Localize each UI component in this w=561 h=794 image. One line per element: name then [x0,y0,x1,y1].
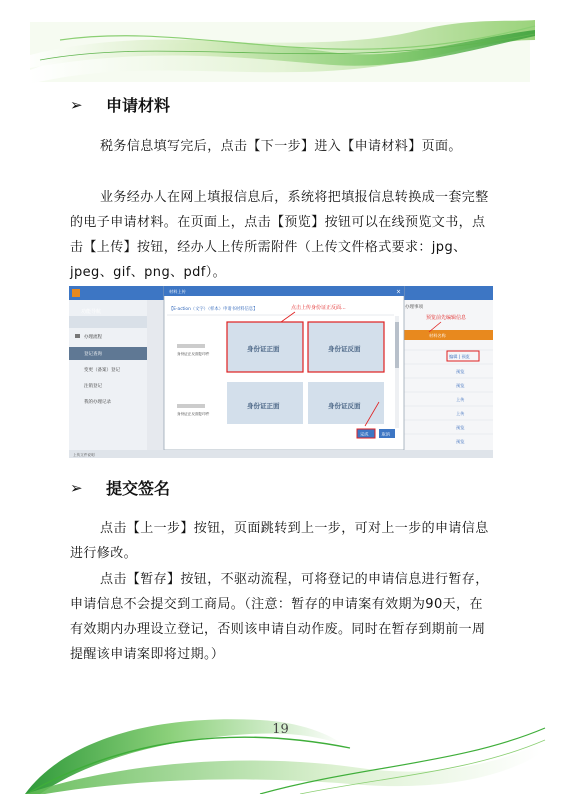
modal-header: 【E-action（文字）（样本）申请书材料信息】 [169,307,258,312]
nav-item: 变更（备案）登记 [84,368,120,373]
svg-text:上传文件说明: 上传文件说明 [73,453,95,457]
annotation-upload: 点击上传身份证正反面... [291,305,346,311]
modal-title: 材料上传 [169,289,186,294]
svg-text:身份证正面: 身份证正面 [247,402,280,410]
upload-front: 身份证正面 [247,345,280,353]
svg-text:编辑 | 预览: 编辑 | 预览 [449,354,470,359]
annotation-preview: 预览前先编辑信息 [426,315,467,321]
svg-text:材料名称: 材料名称 [429,333,446,338]
section-heading-materials [70,93,170,116]
svg-text:预览: 预览 [456,383,465,388]
footer-wave-decoration [0,706,561,794]
arrow-bullet-icon: ➢ [70,95,83,114]
arrow-bullet-icon: ➢ [70,478,83,497]
svg-text:预览: 预览 [456,425,465,430]
svg-text:上传: 上传 [456,411,465,416]
nav-title: 功能导航 [81,309,102,315]
app-logo-icon [72,289,80,297]
svg-text:上传: 上传 [456,397,465,402]
svg-text:身份证反面: 身份证反面 [328,402,361,410]
nav-item: 办理流程 [84,335,102,340]
paragraph: 税务信息填写完后，点击【下一步】进入【申请材料】页面。 [100,139,462,154]
embedded-screenshot-figure [69,286,493,458]
scrollbar-thumb [395,322,399,368]
paragraph: 业务经办人在网上填报信息后，系统将把填报信息转换成一套完整的电子申请材料。在页面上，点击【预览】按钮可以在线预览文书，点击【上传】按钮，经办人上传所需附件（上传文件格式要求：jpg、jpeg、gif、png、pdf）。 [70,190,489,280]
nav-item: 注销登记 [84,384,102,389]
confirm-button: 完成 [360,431,369,437]
person-label: 身份证正反面复印件 [177,352,210,356]
section-title: 申请材料 [106,96,171,115]
upload-back: 身份证反面 [328,345,361,353]
svg-text:预览: 预览 [456,369,465,374]
paragraph: 点击【暂存】按钮，不驱动流程，可将登记的申请信息进行暂存，申请信息不会提交到工商局。（注意：暂存的申请案有效期为90天，在有效期内办理设立登记，否则该申请自动作废。同时在暂存到期前一周提醒该申请案即将过期。） [70,572,489,662]
paragraph: 点击【上一步】按钮，页面跳转到上一步，可对上一步的申请信息进行修改。 [70,521,489,561]
svg-text:预览: 预览 [456,439,465,444]
section-title: 提交签名 [106,479,171,498]
page-number: 19 [272,722,289,737]
section-heading-submit-sign [70,476,170,499]
close-icon: × [396,288,402,296]
nav-item: 登记查询 [84,352,102,357]
monitor-icon [75,334,80,338]
svg-text:办理事项: 办理事项 [405,305,423,310]
header-wave-decoration [0,0,561,95]
nav-item: 我的办理记录 [84,400,111,405]
svg-text:身份证正反面复印件: 身份证正反面复印件 [177,412,210,416]
cancel-button: 取消 [381,431,390,437]
